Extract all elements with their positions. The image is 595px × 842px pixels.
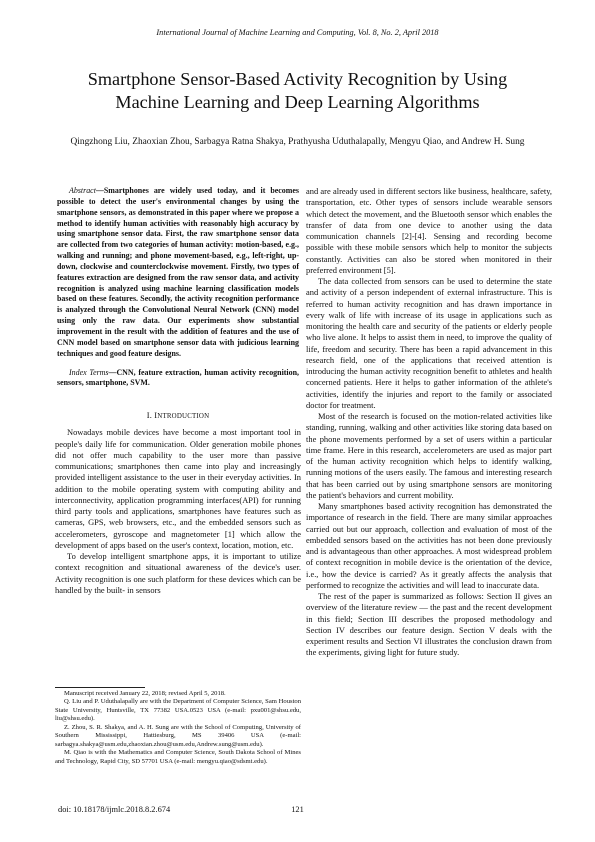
body-paragraph: Many smartphones based activity recognition has demonstrated the importance of research in the field. There are many similar approaches carried out but our approach, collection and evaluation of most of the embedded sensors based on the activities has not been done previously and is advantageous than other approaches. A most widespread problem of context recognition in mobile device is the orientation of the device, i.e., how the device is carried? As it greatly affects the analysis that performed to recognize the activities and will lead to inaccurate data. — [306, 501, 552, 590]
body-paragraph: Nowadays mobile devices have become a most important tool in people's daily life for communication. Older generation mobile phones did not offer much capability to the user more than passive communications; smartphones then came into play and increasingly provided intelligent assistance to the user in their everyday activities. In addition to the mobile operating system with computing ability and interconnectivity, application programming interfaces(API) for running third party tools and applications, smartphones have features such as cameras, GPS, web browsers, etc., and the embedded sensors such as accelerometers, gyroscope and magnetometer [1] which allow the development of apps based on the user's context, location, motion, etc. — [55, 427, 301, 550]
doi: doi: 10.18178/ijmlc.2018.8.2.674 — [58, 805, 171, 814]
abstract-text: —Smartphones are widely used today, and it becomes possible to detect the user's environmental changes by using the smartphone sensors, as demonstrated in this paper where we propose a method to identify human activities with reasonably high accuracy by using smartphone sensor data. First, the raw smartphone sensor data are collected from two categories of human activity: motion-based, e.g., walking and running; and phone movement-based, e.g., left-right, up-down, clockwise and counterclockwise movement. Firstly, two types of features extraction are designed from the raw sensor data, and activity recognition is analyzed using machine learning classification models based on these features. Secondly, the activity recognition performance is analyzed through the Convolutional Neural Network (CNN) model using only the raw data. Our experiments show substantial improvement in the result with the addition of features and the use of CNN model based on smartphone sensor data with judicious learning techniques and good feature designs. — [57, 186, 299, 358]
footnotes — [55, 690, 301, 766]
footnote: Z. Zhou, S. R. Shakya, and A. H. Sung are with the School of Computing, University of Southern Mississippi, Hattiesburg, MS 39406 USA (e-mail: sarbagya.shakya@usm.edu,zhaoxian.zhou@usm.edu,Andrew.sung@usm.edu). — [55, 723, 301, 748]
author-list: Qingzhong Liu, Zhaoxian Zhou, Sarbagya Ratna Shakya, Prathyusha Uduthalapally, Mengyu Qiao, and Andrew H. Sung — [70, 137, 525, 147]
body-paragraph: The data collected from sensors can be used to determine the state and activity of a person independent of external infrastructure. This is referred to human activity recognition and has drawn importance in every walk of life with increase of its usage in applications such as monitoring the health care and security of the patients or elderly people who live alone. It helps to assist them in need, to improve the quality of life, freedom and security. There has been a rapid advancement in this research field, one of the applications that received attention is introducing the human activity recognition benefit to athletes and health concerned patients. Here it helps to gather information of the athlete's activities, identify the injuries and report to the family or associated doctor for treatment. — [306, 276, 552, 410]
page-number: 121 — [291, 805, 304, 814]
title-line-1: Smartphone Sensor-Based Activity Recognition by Using — [87, 69, 508, 89]
abstract — [57, 186, 299, 360]
section-initial: I — [154, 411, 158, 421]
body-paragraph: The rest of the paper is summarized as follows: Section II gives an overview of the literature review — the past and the recent development in this field; Section III describes the proposed methodology and Section IV describes our feature design. Section V deals with the experiment results and Section VI illustrates the conclusion drawn from the experiments, giving light for future study. — [306, 591, 552, 658]
section-numeral: I. — [146, 411, 155, 421]
running-header: International Journal of Machine Learning and Computing, Vol. 8, No. 2, April 2018 — [156, 28, 439, 37]
footnote: Q. Liu and P. Uduthalapally are with the Department of Computer Science, Sam Houston State University, Huntsville, TX 77382 USA.0523 USA (e-mail: pxu001@shsu.edu, liu@shsu.edu). — [55, 698, 301, 723]
body-paragraph: and are already used in different sectors like business, healthcare, safety, transportation, etc. Other types of sensors include wearable sensors which detect the movement, and the Bluetooth sensor which enables the transfer of data from one device to another using the data communication channels [2]-[4]. Sensing and recording become possible with these mobile sensors which help to monitor the subjects constantly. Activities can also be stored when monitored in their preferred environment [5]. — [306, 186, 552, 275]
footnote-divider — [55, 687, 145, 688]
section-heading-introduction — [55, 410, 301, 422]
index-terms-label: Index Terms — [69, 367, 109, 377]
title-line-2: Machine Learning and Deep Learning Algorithms — [115, 91, 480, 112]
body-paragraph: To develop intelligent smartphone apps, it is important to utilize context recognition and situational awareness of the device's user. Activity recognition is one such platform for these devices which can be handled by the built- in sensors — [55, 551, 301, 595]
right-column — [306, 186, 552, 659]
index-terms-text: —CNN, feature extraction, human activity recognition, sensors, smartphone, SVM. — [57, 367, 299, 388]
footnote: Manuscript received January 22, 2018; revised April 5, 2018. — [64, 690, 226, 697]
footnote: M. Qiao is with the Mathematics and Computer Science, South Dakota School of Mines and Technology, Rapid City, SD 57701 USA (e-mail: mengyu.qiao@sdsmt.edu). — [55, 749, 301, 765]
index-terms — [57, 368, 299, 390]
left-column — [55, 186, 301, 596]
section-title-rest: NTRODUCTION — [157, 413, 210, 421]
abstract-label: Abstract — [69, 186, 96, 195]
body-paragraph: Most of the research is focused on the motion-related activities like standing, running, walking and other activities like storing data based on the phone movements performed by a set of users within a particular time frame. Here in this research, accelerometers are used as major part of the human activity recognition which helps to identify walking, running motions of the users easily. The famous and interesting research that has been carried out by using smartphone sensors are monitoring the patient's behaviors and current mobility. — [306, 411, 552, 500]
paper-title — [40, 68, 555, 113]
